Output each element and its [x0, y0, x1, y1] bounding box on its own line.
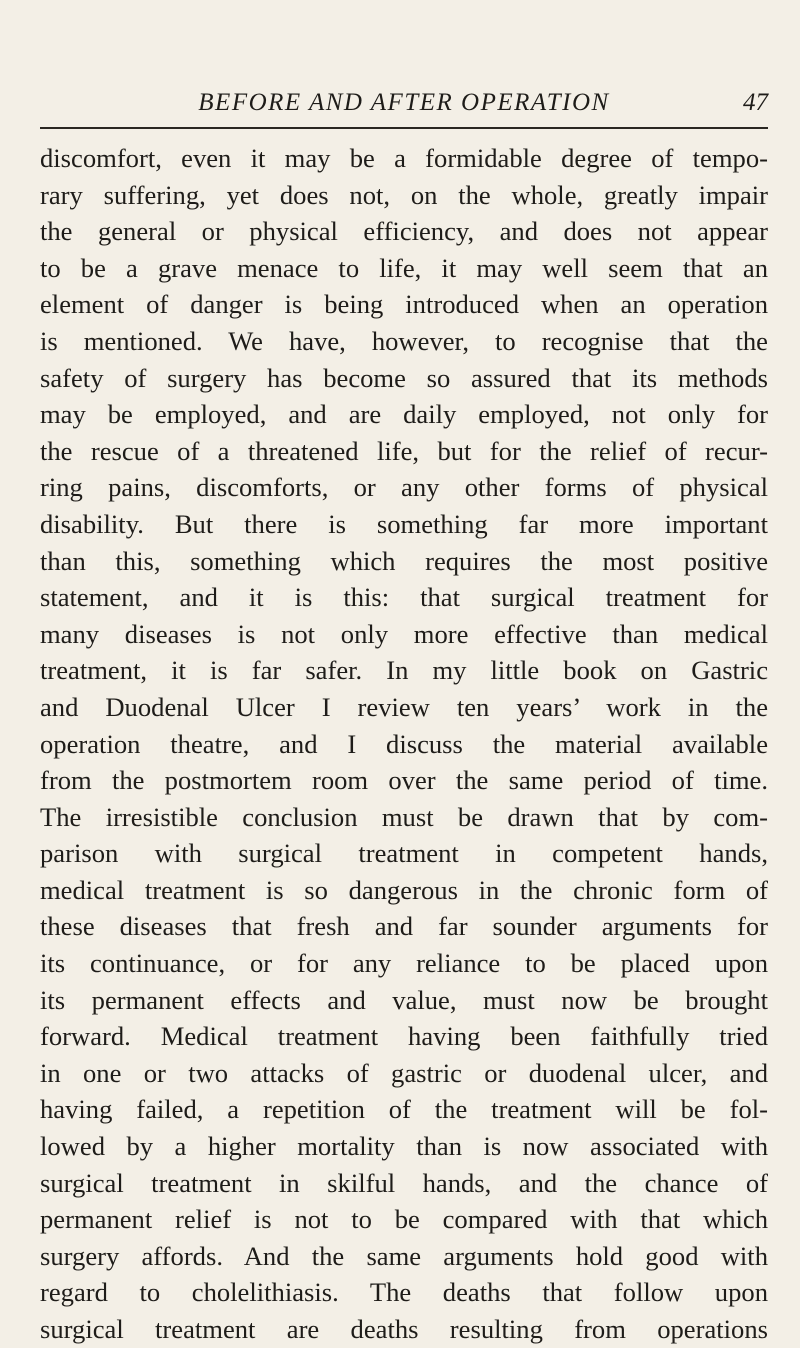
- page-header: [40, 88, 768, 128]
- text-line: may be employed, and are daily employed, not only for: [40, 399, 768, 430]
- text-line: its continuance, or for any reliance to be placed upon: [40, 948, 768, 979]
- text-line: the general or physical efficiency, and does not appear: [40, 216, 768, 247]
- text-line: ring pains, discomforts, or any other forms of physical: [40, 472, 768, 503]
- text-line: treatment, it is far safer. In my little book on Gastric: [40, 655, 768, 686]
- text-line: the rescue of a threatened life, but for the relief of recur-: [40, 435, 768, 466]
- text-line: its permanent effects and value, must now be brought: [40, 984, 768, 1015]
- text-line: parison with surgical treatment in competent hands,: [40, 838, 768, 869]
- text-line: in one or two attacks of gastric or duodenal ulcer, and: [40, 1057, 768, 1088]
- text-line: is mentioned. We have, however, to recognise that the: [40, 325, 768, 356]
- header-rule: [40, 127, 768, 129]
- text-line: medical treatment is so dangerous in the chronic form of: [40, 874, 768, 905]
- text-line: and Duodenal Ulcer I review ten years’ work in the: [40, 691, 768, 722]
- body-text: [40, 140, 768, 1348]
- text-line: surgery affords. And the same arguments hold good with: [40, 1240, 768, 1271]
- text-line: from the postmortem room over the same period of time.: [40, 765, 768, 796]
- text-line: surgical treatment are deaths resulting from operations: [40, 1314, 768, 1344]
- text-line: many diseases is not only more effective than medical: [40, 618, 768, 649]
- text-line: than this, something which requires the most positive: [40, 545, 768, 576]
- text-line: rary suffering, yet does not, on the whole, greatly impair: [40, 179, 768, 210]
- text-line: forward. Medical treatment having been faithfully tried: [40, 1021, 768, 1052]
- text-line: The irresistible conclusion must be drawn that by com-: [40, 801, 768, 832]
- running-title: BEFORE AND AFTER OPERATION: [198, 89, 610, 116]
- text-line: lowed by a higher mortality than is now associated with: [40, 1131, 768, 1162]
- text-line: discomfort, even it may be a formidable degree of tempo-: [40, 143, 768, 173]
- text-line: having failed, a repetition of the treatment will be fol-: [40, 1094, 768, 1125]
- text-line: safety of surgery has become so assured that its methods: [40, 362, 768, 393]
- text-line: regard to cholelithiasis. The deaths that follow upon: [40, 1277, 768, 1308]
- text-line: statement, and it is this: that surgical treatment for: [40, 582, 768, 613]
- text-line: to be a grave menace to life, it may well seem that an: [40, 252, 768, 283]
- text-line: these diseases that fresh and far sounder arguments for: [40, 911, 768, 942]
- page-number: 47: [743, 89, 768, 116]
- text-line: disability. But there is something far more important: [40, 508, 768, 539]
- text-line: surgical treatment in skilful hands, and the chance of: [40, 1167, 768, 1198]
- text-line: permanent relief is not to be compared with that which: [40, 1204, 768, 1235]
- text-line: element of danger is being introduced when an operation: [40, 289, 768, 320]
- text-line: operation theatre, and I discuss the material available: [40, 728, 768, 759]
